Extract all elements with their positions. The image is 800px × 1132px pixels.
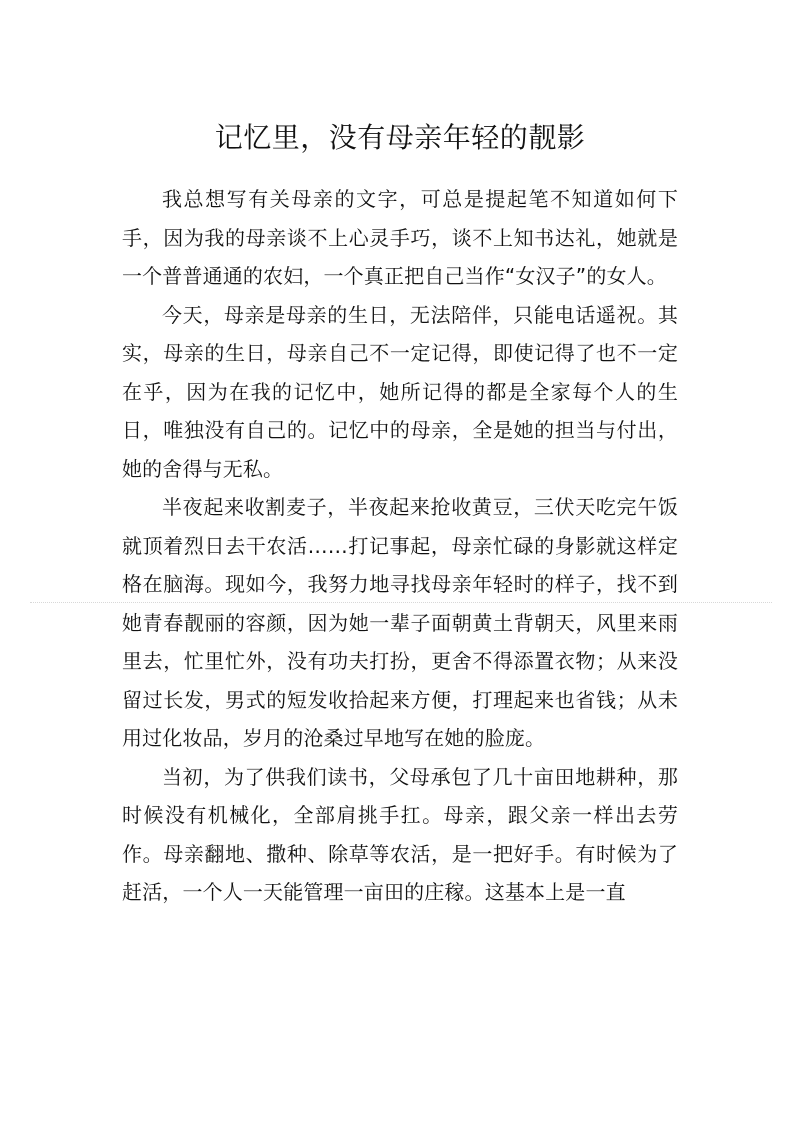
document-body [122, 180, 678, 912]
paragraph-4: 当初，为了供我们读书，父母承包了几十亩田地耕种，那时候没有机械化，全部肩挑手扛。母亲，跟父亲一样出去劳作。母亲翻地、撒种、除草等农活，是一把好手。有时候为了赶活，一个人一天能管理一亩田的庄稼。这基本上是一直 [122, 764, 678, 904]
paragraph-2: 今天，母亲是母亲的生日，无法陪伴，只能电话遥祝。其实，母亲的生日，母亲自己不一定记得，即使记得了也不一定在乎，因为在我的记忆中，她所记得的都是全家每个人的生日，唯独没有自己的。记忆中的母亲，全是她的担当与付出，她的舍得与无私。 [122, 302, 678, 481]
paragraph-3: 半夜起来收割麦子，半夜起来抢收黄豆，三伏天吃完午饭就顶着烈日去干农活……打记事起，母亲忙碌的身影就这样定格在脑海。现如今，我努力地寻找母亲年轻时的样子，找不到她青春靓丽的容颜，因为她一辈子面朝黄土背朝天，风里来雨里去，忙里忙外，没有功夫打扮，更舍不得添置衣物；从来没留过长发，男式的短发收拾起来方便，打理起来也省钱；从未用过化妆品，岁月的沧桑过早地写在她的脸庞。 [122, 495, 678, 750]
paragraph-1: 我总想写有关母亲的文字，可总是提起笔不知道如何下手，因为我的母亲谈不上心灵手巧，谈不上知书达礼，她就是一个普普通通的农妇，一个真正把自己当作“女汉子”的女人。 [122, 187, 678, 288]
document-title: 记忆里，没有母亲年轻的靓影 [214, 120, 586, 154]
